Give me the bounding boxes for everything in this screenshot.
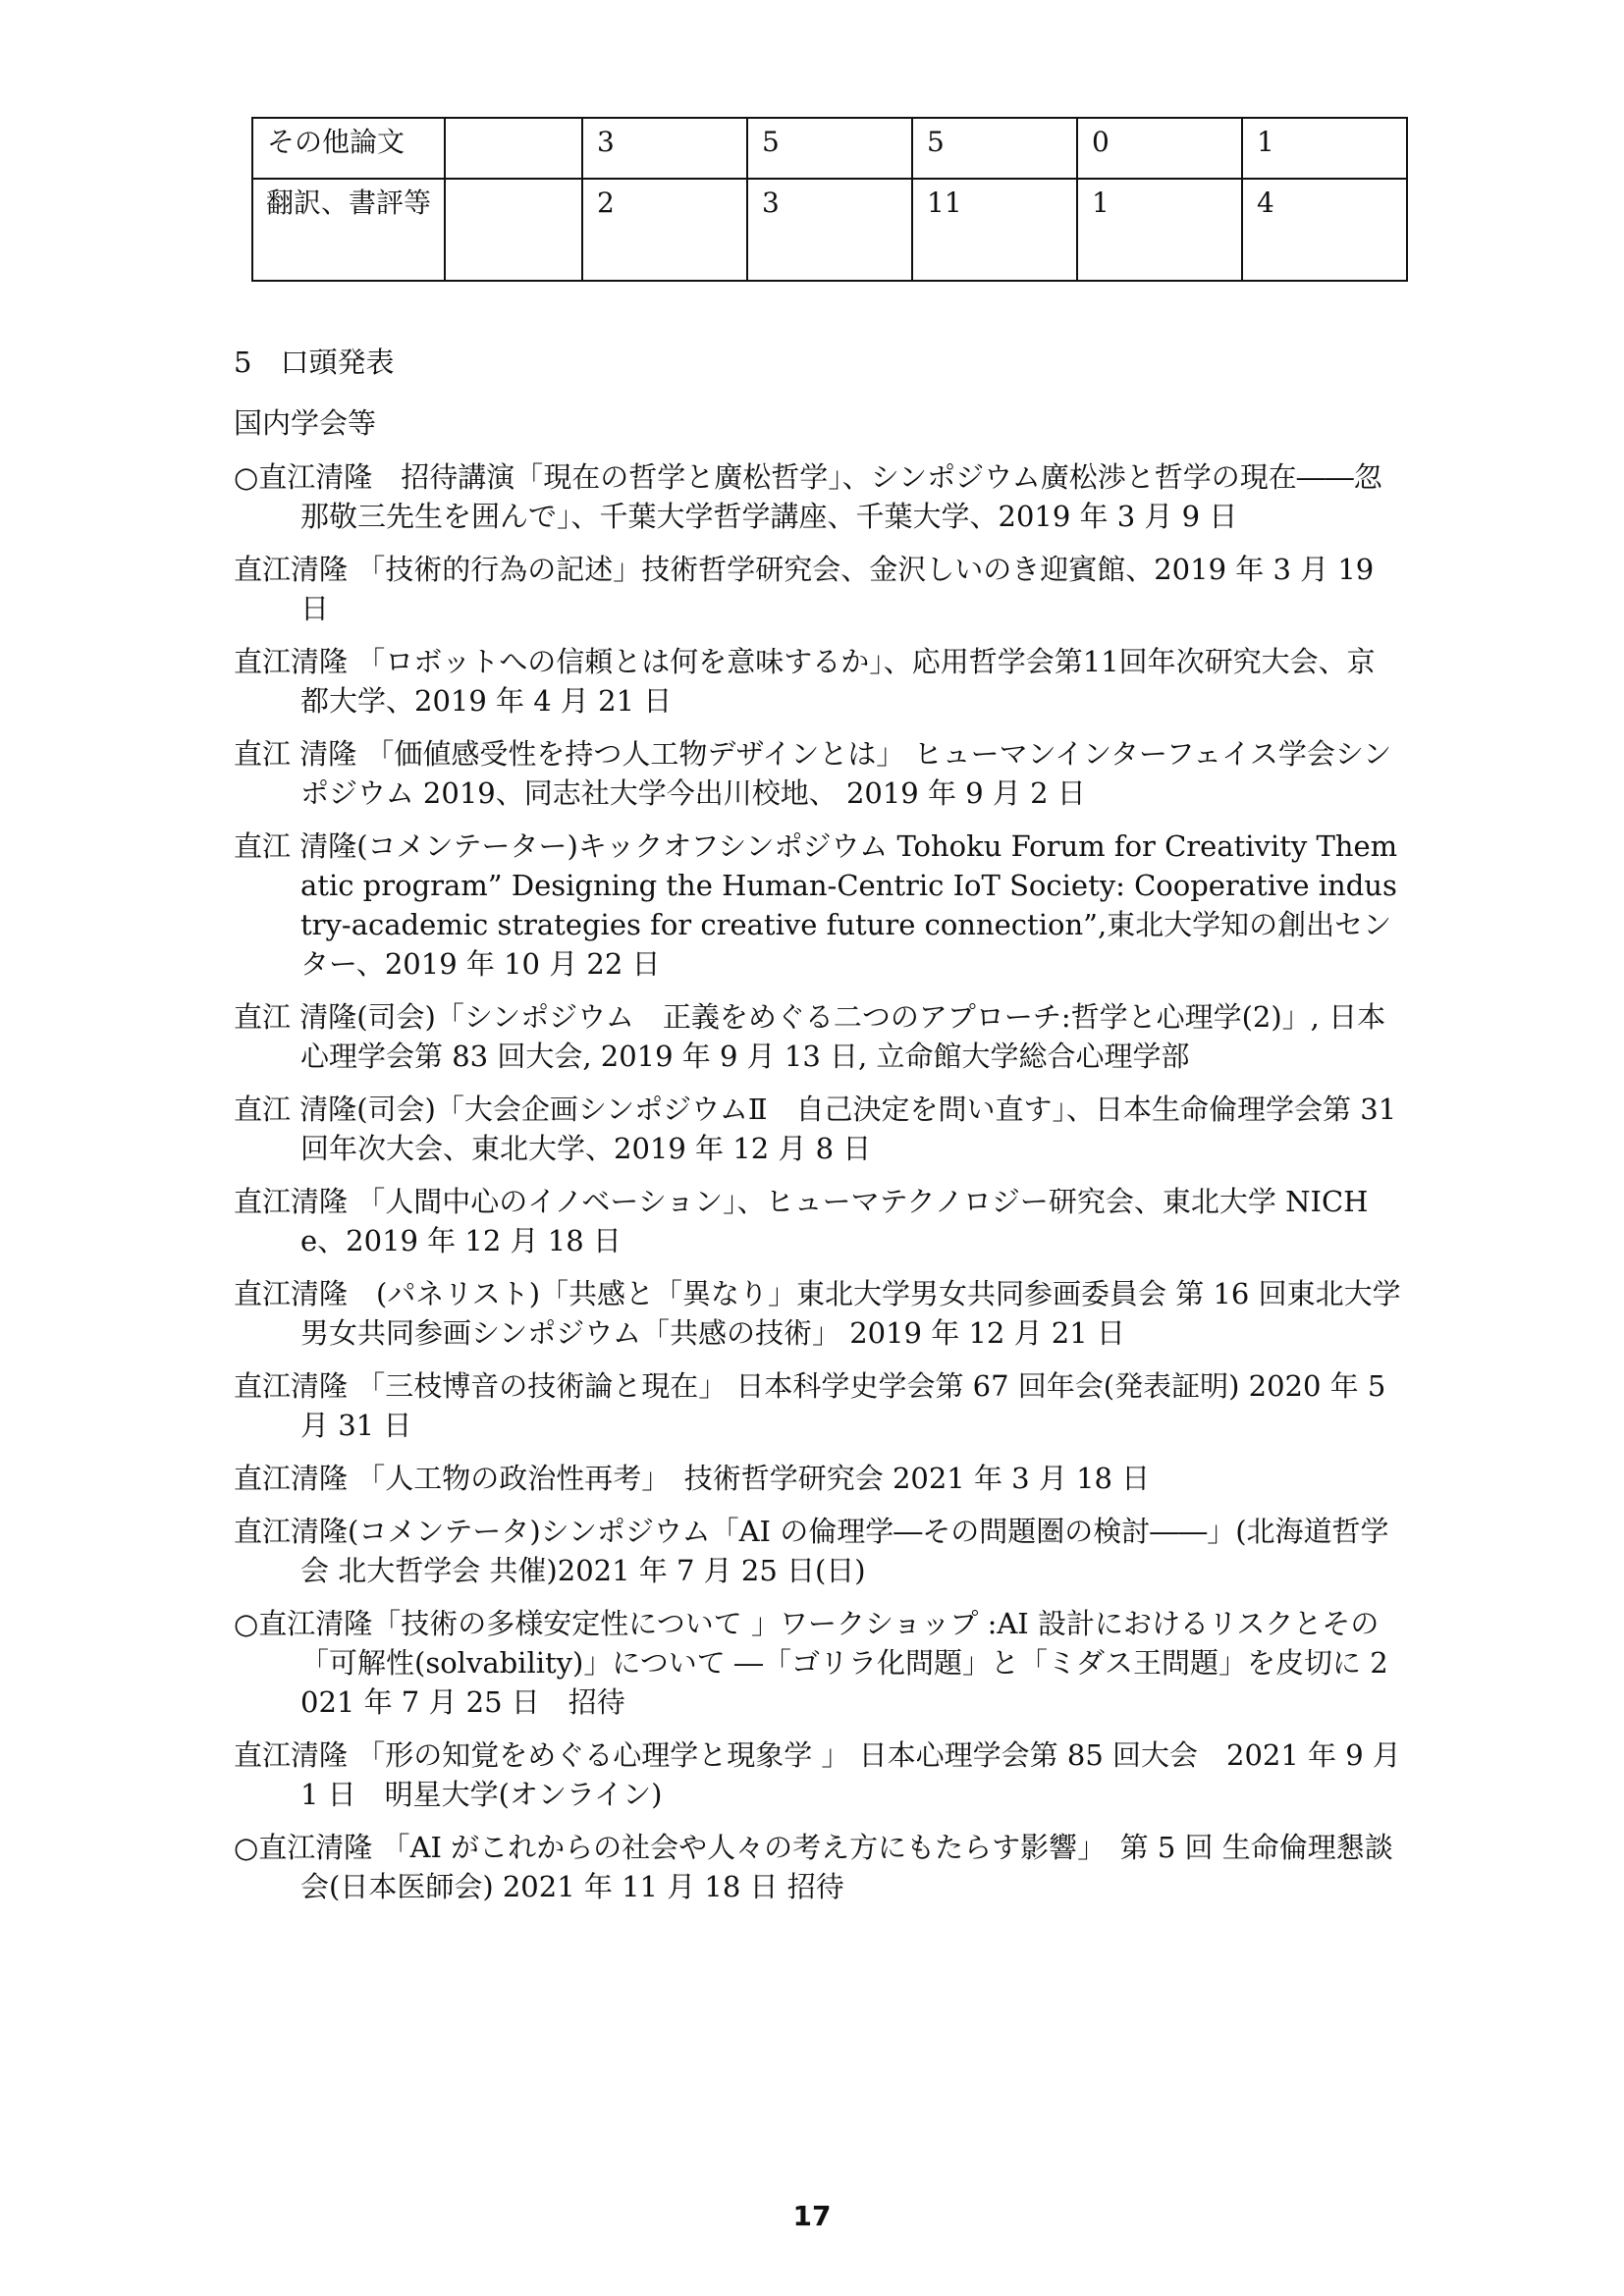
row-label: 翻訳、書評等 — [252, 179, 445, 281]
table-cell — [445, 179, 582, 281]
section-heading: 5 口頭発表 — [234, 346, 395, 379]
list-item: 直江 清隆(司会)「シンポジウム 正義をめぐる二つのアプローチ:哲学と心理学(2)」, 日本心理学会第 83 回大会, 2019 年 9 月 13 日, 立命館大学総合心理学部 — [234, 1000, 1386, 1073]
table-cell: 1 — [1077, 179, 1242, 281]
list-item: 直江 清隆(コメンテーター)キックオフシンポジウム Tohoku Forum for Creativity Thematic program” Designing the Human-Centric IoT Society: Cooperative industry-academic strategies for creative future connection”,東北大学知の創出センター、2019 年 10 月 22 日 — [234, 829, 1398, 981]
table-cell: 3 — [582, 118, 747, 179]
list-item: 直江清隆 「人工物の政治性再考」 技術哲学研究会 2021 年 3 月 18 日 — [234, 1462, 1151, 1495]
list-item: 直江清隆 (パネリスト)「共感と「異なり」東北大学男女共同参画委員会 第 16 回東北大学男女共同参画シンポジウム「共感の技術」 2019 年 12 月 21 日 — [234, 1277, 1401, 1350]
list-item: 直江清隆 「技術的行為の記述」技術哲学研究会、金沢しいのき迎賓館、2019 年 3 月 19 日 — [234, 553, 1375, 625]
page-number: 17 — [792, 2200, 832, 2232]
table-cell: 3 — [747, 179, 912, 281]
table-row — [252, 118, 1407, 179]
section-subheading: 国内学会等 — [234, 406, 377, 440]
table-row — [252, 179, 1407, 281]
table-cell: 2 — [582, 179, 747, 281]
publication-count-table — [251, 117, 1408, 282]
list-item: 直江清隆 「人間中心のイノベーション」、ヒューマテクノロジー研究会、東北大学 NICHe、2019 年 12 月 18 日 — [234, 1185, 1369, 1257]
list-item: ○直江清隆 招待講演「現在の哲学と廣松哲学」、シンポジウム廣松渉と哲学の現在――忽那敬三先生を囲んで」、千葉大学哲学講座、千葉大学、2019 年 3 月 9 日 — [234, 460, 1382, 533]
presentation-list — [234, 457, 1402, 1920]
list-item: 直江清隆 「形の知覚をめぐる心理学と現象学 」 日本心理学会第 85 回大会 2021 年 9 月 1 日 明星大学(オンライン) — [234, 1738, 1401, 1811]
table-cell: 5 — [747, 118, 912, 179]
table-cell: 1 — [1242, 118, 1407, 179]
list-item: 直江 清隆 「価値感受性を持つ人工物デザインとは」 ヒューマンインターフェイス学会シンポジウム 2019、同志社大学今出川校地、 2019 年 9 月 2 日 — [234, 737, 1392, 810]
row-label: その他論文 — [252, 118, 445, 179]
table-cell: 0 — [1077, 118, 1242, 179]
list-item: 直江清隆 「ロボットへの信頼とは何を意味するか」、応用哲学会第11回年次研究大会、京都大学、2019 年 4 月 21 日 — [234, 645, 1376, 718]
table-cell: 11 — [912, 179, 1077, 281]
list-item: ○直江清隆 「AI がこれからの社会や人々の考え方にもたらす影響」 第 5 回 生命倫理懇談会(日本医師会) 2021 年 11 月 18 日 招待 — [234, 1831, 1393, 1903]
list-item: ○直江清隆「技術の多様安定性について 」ワークショップ :AI 設計におけるリスクとその「可解性(solvability)」について ―「ゴリラ化問題」と「ミダス王問題」を皮切に 2021 年 7 月 25 日 招待 — [234, 1607, 1388, 1719]
list-item: 直江 清隆(司会)「大会企画シンポジウムⅡ 自己決定を問い直す」、日本生命倫理学会第 31 回年次大会、東北大学、2019 年 12 月 8 日 — [234, 1093, 1397, 1165]
table-cell — [445, 118, 582, 179]
table-cell: 5 — [912, 118, 1077, 179]
list-item: 直江清隆(コメンテータ)シンポジウム「AI の倫理学―その問題圏の検討――」(北海道哲学会 北大哲学会 共催)2021 年 7 月 25 日(日) — [234, 1515, 1389, 1587]
table-cell: 4 — [1242, 179, 1407, 281]
list-item: 直江清隆 「三枝博音の技術論と現在」 日本科学史学会第 67 回年会(発表証明) 2020 年 5 月 31 日 — [234, 1369, 1386, 1442]
